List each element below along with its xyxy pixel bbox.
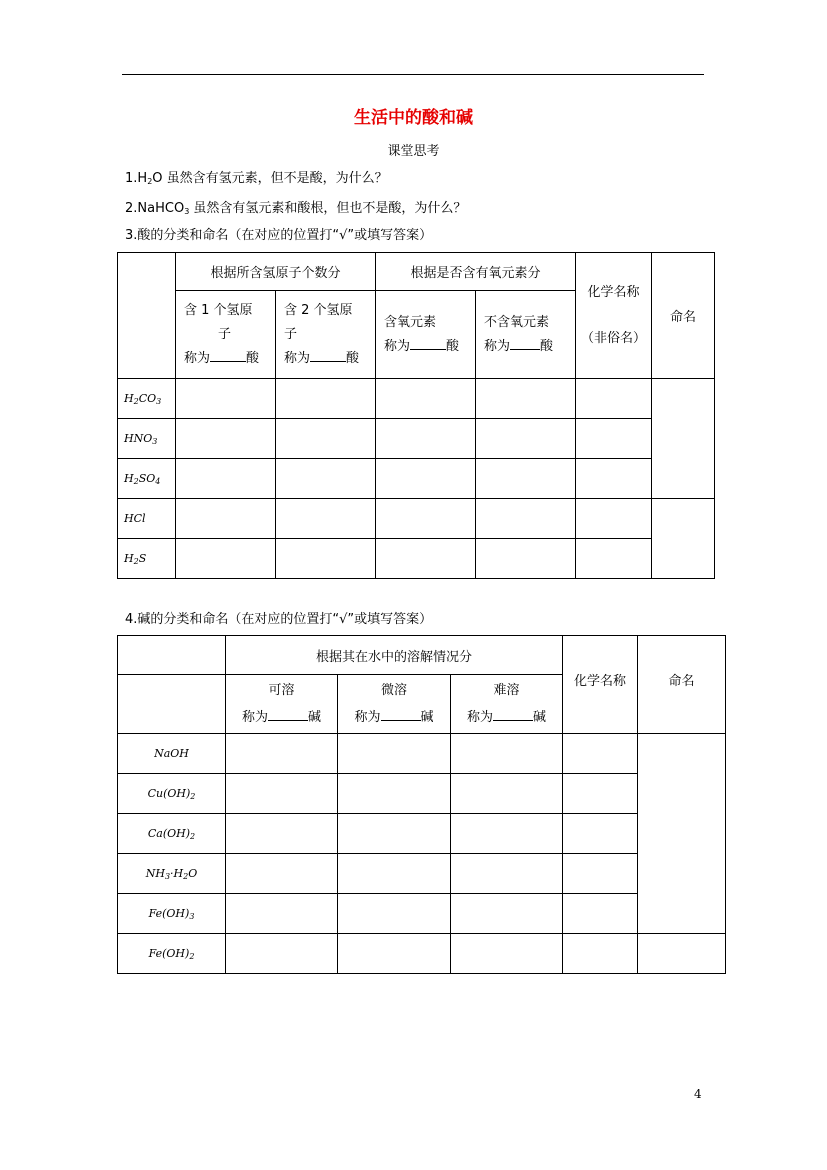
table-cell[interactable]	[338, 734, 451, 774]
table-cell[interactable]	[563, 894, 638, 934]
base-row-label: NaOH	[118, 734, 226, 774]
base-blank-1[interactable]	[268, 708, 308, 721]
table-cell[interactable]	[376, 459, 476, 499]
table-cell[interactable]	[451, 774, 563, 814]
table-cell[interactable]	[576, 419, 652, 459]
acid-col-oxy-fill	[384, 335, 475, 359]
table-cell[interactable]	[476, 419, 576, 459]
question-1-subscript: 2	[147, 177, 153, 186]
table-cell[interactable]	[576, 379, 652, 419]
table-cell[interactable]	[376, 379, 476, 419]
acid-header-naming: 命名	[652, 253, 715, 379]
table-cell[interactable]	[563, 814, 638, 854]
acid-row-label: $H_2SO_4$	[118, 459, 176, 499]
table-cell[interactable]	[338, 934, 451, 974]
acid-col-oxy[interactable]	[376, 291, 476, 379]
table-cell[interactable]	[563, 734, 638, 774]
table-cell[interactable]	[338, 774, 451, 814]
base-header-naming: 命名	[638, 636, 726, 734]
question-2-subscript: 3	[184, 207, 190, 216]
acid-col-nonoxy[interactable]	[476, 291, 576, 379]
table-cell[interactable]	[576, 499, 652, 539]
table-cell[interactable]	[276, 499, 376, 539]
acid-col-one-h-line2: 子	[218, 326, 232, 342]
base-col-slightly-label: 微溶	[380, 683, 407, 698]
table-cell[interactable]	[376, 419, 476, 459]
acid-suffix: 酸	[446, 338, 460, 354]
base-col-insoluble-fill	[451, 704, 562, 731]
base-row-label: $Ca(OH)_2$	[118, 814, 226, 854]
base-col-soluble-fill	[226, 704, 337, 731]
page-title: 生活中的酸和碱	[354, 108, 473, 128]
base-suffix: 碱	[533, 710, 547, 725]
table-cell[interactable]	[563, 774, 638, 814]
base-col-slightly[interactable]	[338, 675, 451, 734]
base-col-soluble[interactable]	[226, 675, 338, 734]
base-table-corner-2	[118, 675, 226, 734]
question-4: 4.碱的分类和命名（在对应的位置打“√”或填写答案）	[125, 612, 433, 627]
base-called-label: 称为	[467, 710, 494, 725]
page-subtitle: 课堂思考	[387, 144, 440, 159]
acid-header-chemname-line1: 化学名称	[587, 284, 640, 300]
acid-header-hydrogen: 根据所含氢原子个数分	[176, 253, 376, 291]
base-row-label: $Cu(OH)_2$	[118, 774, 226, 814]
acid-header-chemname-line2: （非俗名）	[581, 330, 647, 346]
base-called-label: 称为	[354, 710, 381, 725]
base-row-label: $NH_3\cdot H_2O$	[118, 854, 226, 894]
question-1-text-a: 1.H	[125, 171, 148, 186]
header-rule	[122, 74, 704, 75]
table-cell[interactable]	[451, 894, 563, 934]
acid-col-two-h-fill	[284, 347, 375, 371]
page-number: 4	[694, 1087, 702, 1101]
table-cell[interactable]	[226, 934, 338, 974]
acid-col-two-h-line1: 含 2 个氢原	[284, 302, 353, 318]
question-2	[125, 197, 466, 216]
acid-blank-1[interactable]	[210, 349, 246, 362]
question-2-text-a: 2.NaHCO	[125, 201, 185, 216]
base-header-solubility: 根据其在水中的溶解情况分	[226, 636, 563, 675]
table-cell[interactable]	[338, 854, 451, 894]
table-cell[interactable]	[276, 419, 376, 459]
acid-col-oxy-line1: 含氧元素	[384, 314, 437, 330]
table-cell[interactable]	[226, 774, 338, 814]
question-1	[125, 167, 388, 186]
base-col-insoluble-label: 难溶	[493, 683, 520, 698]
acid-header-oxygen: 根据是否含有氧元素分	[376, 253, 576, 291]
acid-called-label: 称为	[184, 350, 211, 366]
table-cell[interactable]	[476, 499, 576, 539]
base-table-corner	[118, 636, 226, 675]
table-cell[interactable]	[451, 814, 563, 854]
question-2-text-b: 虽然含有氢元素和酸根，但也不是酸，为什么？	[189, 201, 467, 216]
acid-called-label: 称为	[484, 338, 511, 354]
acid-suffix: 酸	[540, 338, 554, 354]
acid-called-label: 称为	[284, 350, 311, 366]
acid-col-one-h-line1: 含 1 个氢原	[184, 302, 253, 318]
acid-row-label: $H_2S$	[118, 539, 176, 579]
table-cell[interactable]	[563, 934, 638, 974]
table-cell[interactable]	[476, 539, 576, 579]
acid-col-one-h-fill	[184, 347, 275, 371]
acid-classification-table	[117, 252, 715, 579]
base-row-label: $Fe(OH)_3$	[118, 894, 226, 934]
table-cell[interactable]	[226, 814, 338, 854]
table-cell[interactable]	[451, 854, 563, 894]
acid-suffix: 酸	[346, 350, 360, 366]
table-cell[interactable]	[476, 379, 576, 419]
table-cell[interactable]	[376, 539, 476, 579]
table-cell[interactable]	[176, 419, 276, 459]
acid-col-two-h[interactable]	[276, 291, 376, 379]
acid-col-one-h[interactable]	[176, 291, 276, 379]
acid-row-label: HCl	[118, 499, 176, 539]
table-cell[interactable]	[226, 734, 338, 774]
table-cell[interactable]	[226, 894, 338, 934]
acid-col-nonoxy-fill	[484, 335, 575, 359]
question-1-text-b: O 虽然含有氢元素，但不是酸，为什么？	[152, 171, 388, 186]
base-blank-3[interactable]	[493, 708, 533, 721]
table-cell[interactable]	[276, 539, 376, 579]
table-cell[interactable]	[176, 459, 276, 499]
table-cell[interactable]	[276, 379, 376, 419]
table-cell[interactable]	[226, 854, 338, 894]
acid-col-two-h-line2: 子	[284, 326, 298, 342]
base-header-chemname: 化学名称	[563, 636, 638, 734]
base-col-insoluble[interactable]	[451, 675, 563, 734]
acid-row-label: $HNO_3$	[118, 419, 176, 459]
table-cell[interactable]	[176, 539, 276, 579]
base-row-label: $Fe(OH)_2$	[118, 934, 226, 974]
table-cell[interactable]	[451, 934, 563, 974]
acid-col-nonoxy-line1: 不含氧元素	[484, 314, 550, 330]
table-cell[interactable]	[338, 814, 451, 854]
base-suffix: 碱	[420, 710, 434, 725]
base-called-label: 称为	[241, 710, 268, 725]
table-cell[interactable]	[576, 459, 652, 499]
base-blank-2[interactable]	[381, 708, 421, 721]
acid-blank-3[interactable]	[410, 337, 446, 350]
question-3: 3.酸的分类和命名（在对应的位置打“√”或填写答案）	[125, 228, 433, 243]
base-suffix: 碱	[308, 710, 322, 725]
acid-naming-cell[interactable]	[652, 499, 715, 579]
table-cell[interactable]	[476, 459, 576, 499]
acid-table-corner	[118, 253, 176, 379]
acid-header-chemname	[576, 253, 652, 379]
acid-suffix: 酸	[246, 350, 260, 366]
acid-naming-cell[interactable]	[652, 379, 715, 499]
base-col-soluble-label: 可溶	[268, 683, 295, 698]
table-cell[interactable]	[176, 499, 276, 539]
table-cell[interactable]	[376, 499, 476, 539]
table-cell[interactable]	[338, 894, 451, 934]
base-naming-cell[interactable]	[638, 734, 726, 934]
base-classification-table	[117, 635, 726, 974]
acid-row-label: $H_2CO_3$	[118, 379, 176, 419]
acid-blank-4[interactable]	[510, 337, 540, 350]
table-cell[interactable]	[276, 459, 376, 499]
table-cell[interactable]	[563, 854, 638, 894]
base-naming-cell[interactable]	[638, 934, 726, 974]
base-col-slightly-fill	[338, 704, 450, 731]
acid-blank-2[interactable]	[310, 349, 346, 362]
table-cell[interactable]	[176, 379, 276, 419]
table-cell[interactable]	[451, 734, 563, 774]
acid-called-label: 称为	[384, 338, 411, 354]
table-cell[interactable]	[576, 539, 652, 579]
